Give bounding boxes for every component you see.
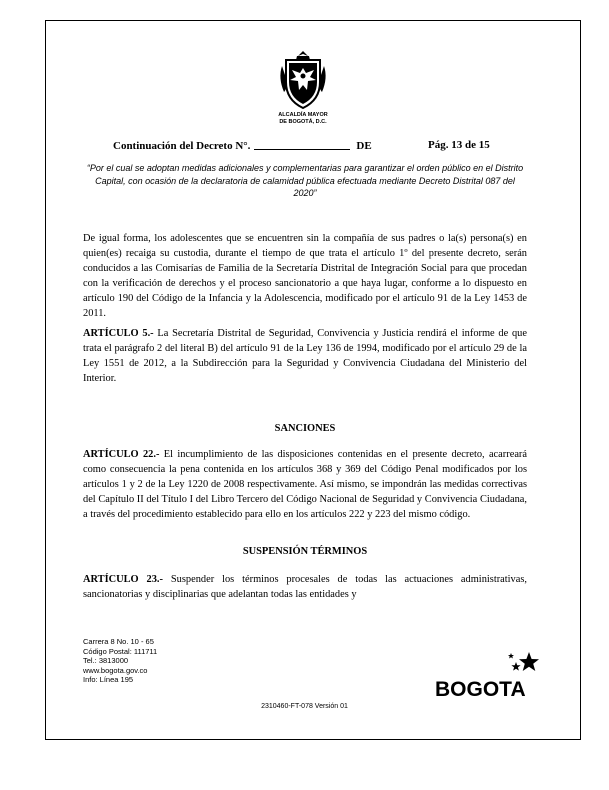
continuation-label: Continuación del Decreto N°. bbox=[113, 140, 251, 152]
article-5 bbox=[83, 326, 527, 386]
article-22-text: El incumplimiento de las disposiciones contenidas en el presente decreto, acarreará como consecuencia la pena contenida en los artículos 368 y 369 del Código Penal modificados por los artículos 1 y 2 de la Ley 1220 de 2008 respectivamente. Así mismo, se impondrán las medidas correctivas del Capítulo II del Título I del Libro Tercero del Código Nacional de Seguridad y Convivencia Ciudadana, a través del procedimiento establecido para ello en los artículos 222 y 223 del mismo código. bbox=[83, 449, 527, 520]
org-line1: ALCALDÍA MAYOR bbox=[278, 112, 328, 118]
paragraph-adolescents: De igual forma, los adolescentes que se encuentren sin la compañía de sus padres o la(s) persona(s) en quien(es) recaiga su custodia, durante el tiempo de que trata el artículo 1º del presente decreto, serán conducidos a las Comisarías de Familia de la Secretaría Distrital de Integración Social para que procedan con la verificación de derechos y el proceso sancionatorio a que haya lugar, conforme a lo dispuesto en artículo 190 del Código de la Infancia y la Adolescencia, modificado por el artículo 91 de la Ley 1453 de 2011. bbox=[83, 233, 527, 319]
bogota-logo-text: BOGOTA bbox=[435, 678, 526, 701]
de-label: DE bbox=[356, 140, 372, 152]
decree-subtitle: “Por el cual se adoptan medidas adicionales y complementarias para garantizar el orden público en el Distrito Capital, con ocasión de la declaratoria de calamidad pública efectuada mediante Decreto Distrital 087 del 2020” bbox=[86, 163, 524, 198]
article-23-text: Suspender los términos procesales de todas las actuaciones administrativas, sancionatorias y disciplinarias que adelantan todas las entidades y bbox=[83, 574, 527, 600]
heading-suspension: SUSPENSIÓN TÉRMINOS bbox=[242, 546, 368, 557]
footer-web: www.bogota.gov.co bbox=[83, 665, 148, 675]
article-5-text: La Secretaría Distrital de Seguridad, Convivencia y Justicia rendirá el informe de que trata el parágrafo 2 del literal B) del artículo 91 de la Ley 136 de 1994, modificado por el artículo 29 de la Ley 1551 de 2012, a la Subdirección para la Seguridad y Convivencia Ciudadana del Ministerio del Interior. bbox=[83, 328, 527, 384]
decree-number-blank bbox=[254, 139, 350, 150]
footer-address: Carrera 8 No. 10 - 65 bbox=[83, 637, 154, 646]
footer-postal: Código Postal: 111711 bbox=[83, 646, 158, 656]
page-number: Pág. 13 de 15 bbox=[428, 139, 490, 151]
article-5-label: ARTÍCULO 5.- bbox=[83, 328, 154, 339]
org-line2: DE BOGOTÁ, D.C. bbox=[279, 118, 327, 125]
heading-sanciones: SANCIONES bbox=[274, 423, 336, 434]
footer-info: Info: Línea 195 bbox=[83, 675, 134, 684]
stars-icon bbox=[507, 650, 541, 680]
article-23-label: ARTÍCULO 23.- bbox=[83, 574, 163, 585]
article-22 bbox=[83, 447, 527, 522]
organization-name bbox=[250, 112, 356, 125]
article-23 bbox=[83, 572, 527, 602]
article-22-label: ARTÍCULO 22.- bbox=[83, 449, 160, 460]
footer-tel: Tel.: 3813000 bbox=[83, 656, 129, 665]
document-version: 2310460-FT-078 Versión 01 bbox=[261, 703, 348, 710]
footer-contact bbox=[83, 637, 157, 685]
bogota-coat-of-arms-icon bbox=[272, 48, 334, 110]
bogota-logo bbox=[435, 650, 545, 710]
decree-continuation bbox=[113, 139, 372, 152]
